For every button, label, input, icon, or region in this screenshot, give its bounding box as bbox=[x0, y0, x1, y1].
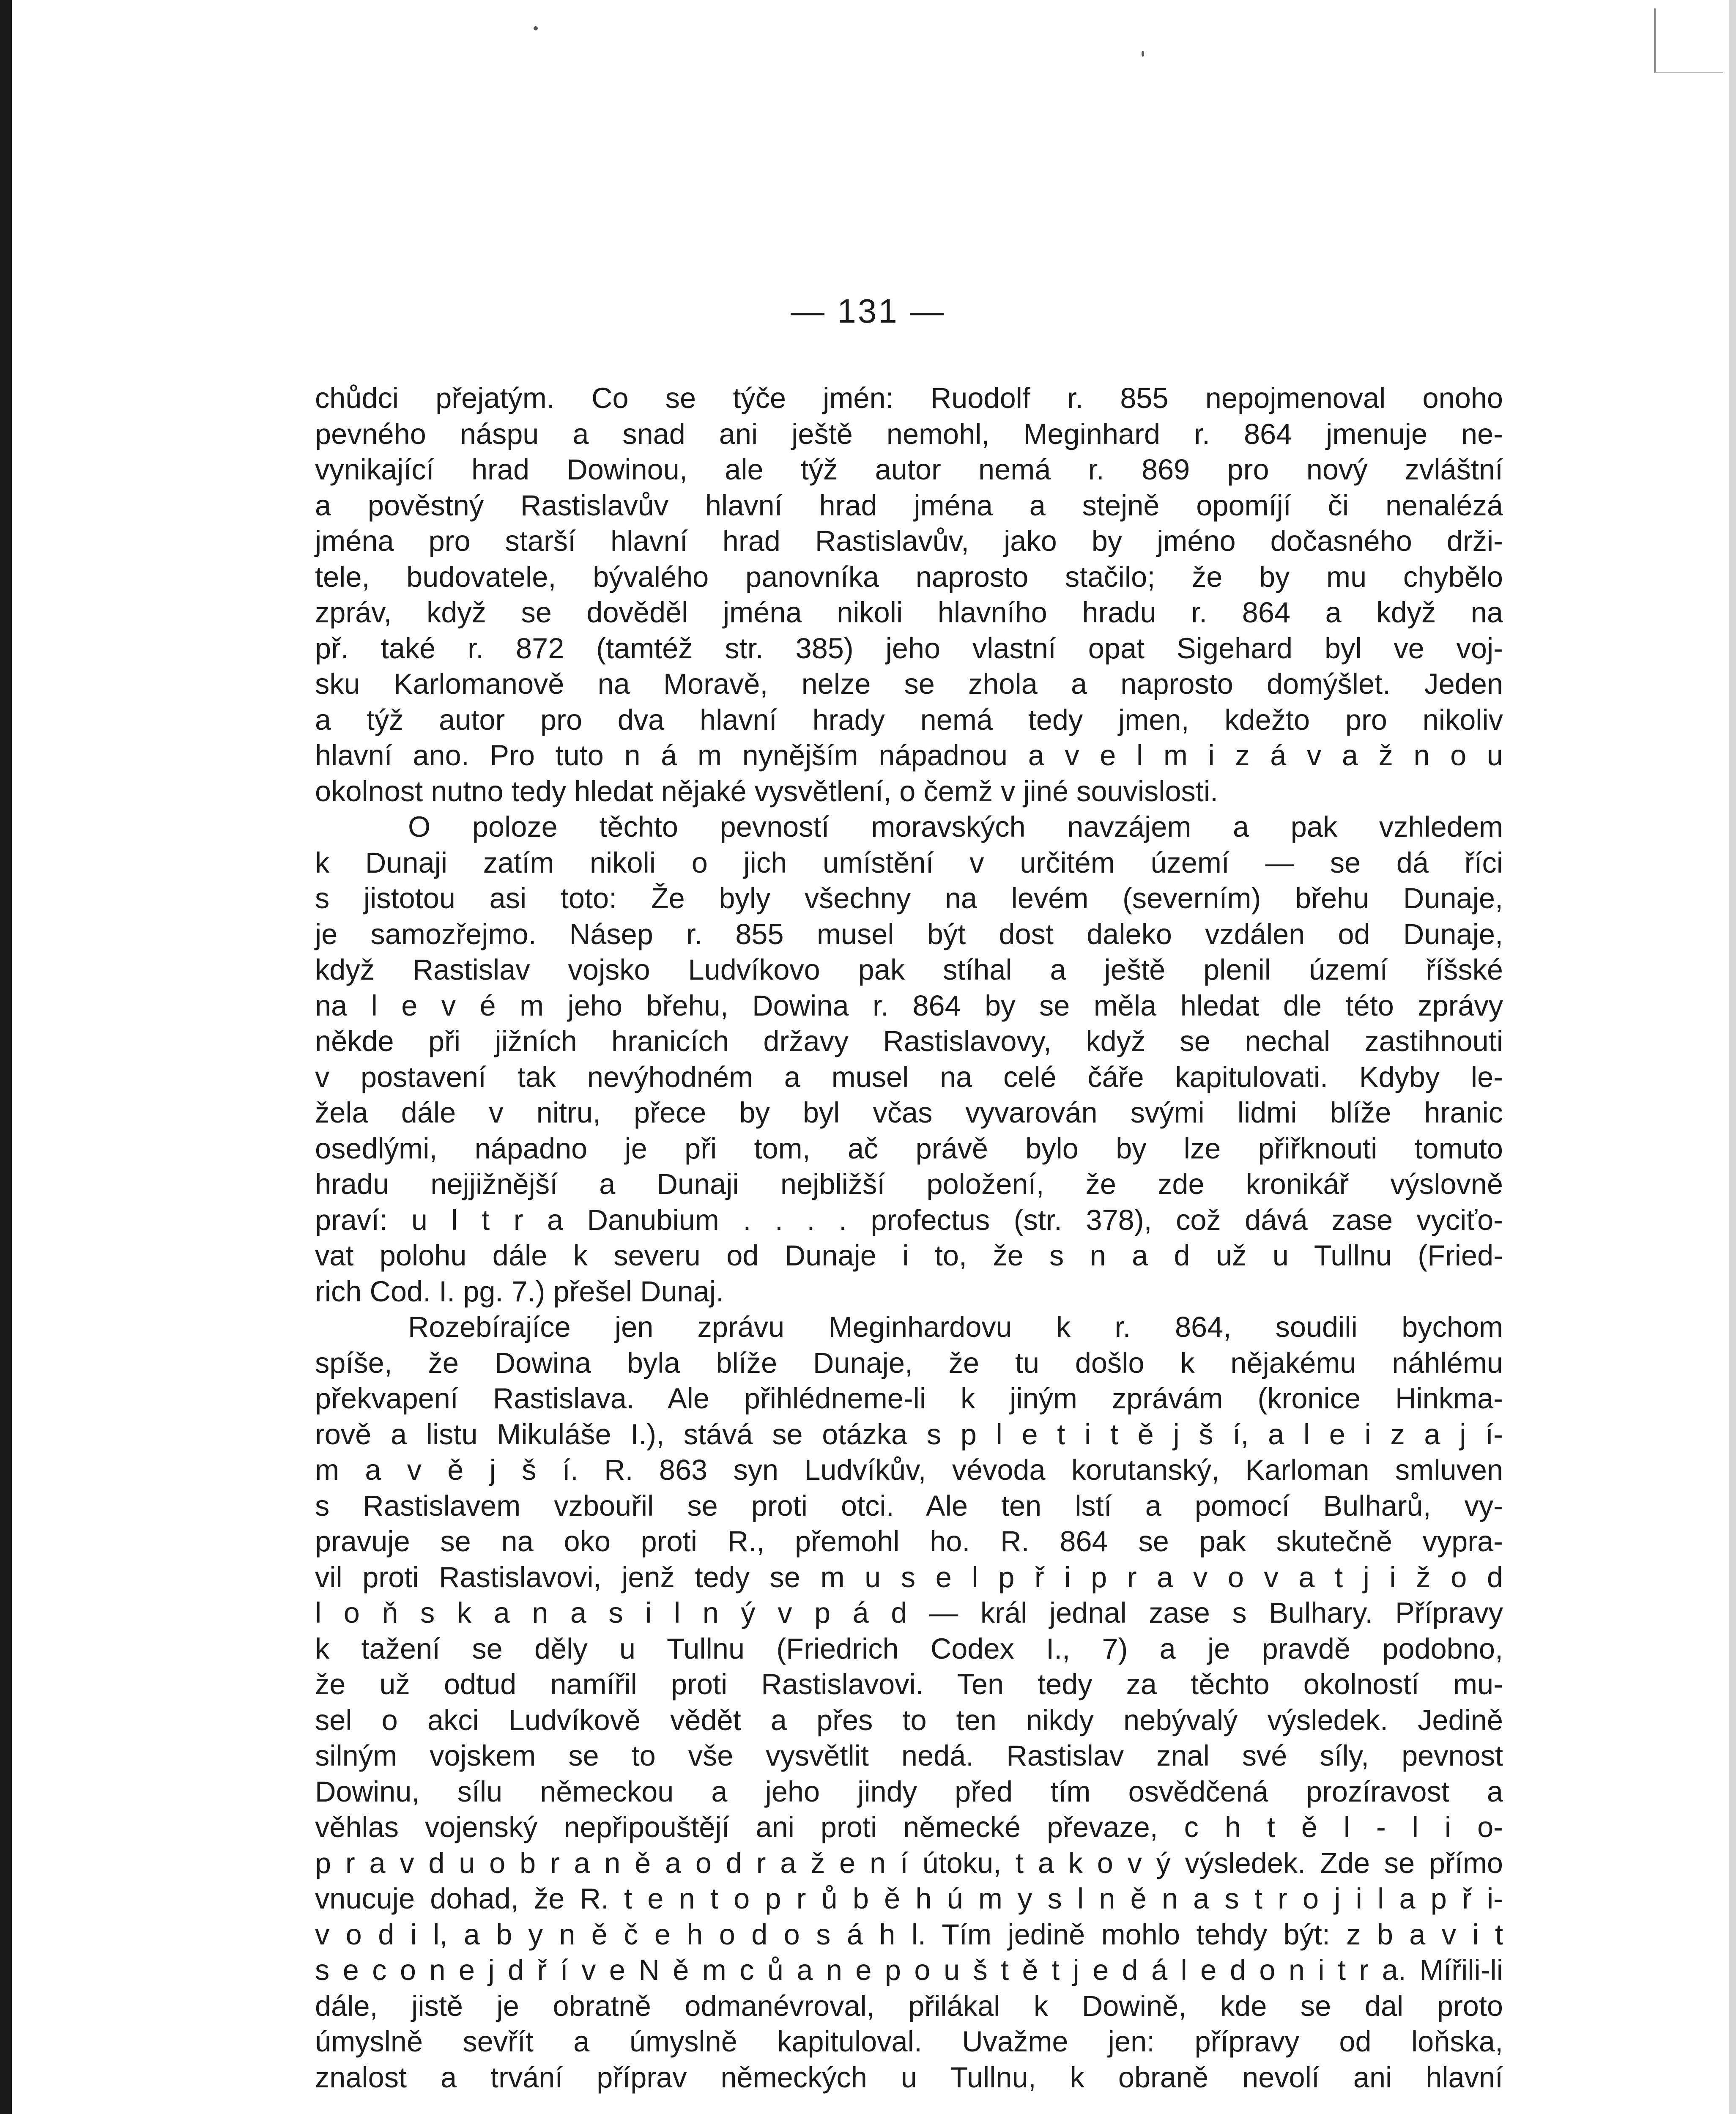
scan-speck bbox=[534, 26, 538, 30]
text-line: jména pro starší hlavní hrad Rastislavův, jako by jméno dočasného drži- bbox=[315, 525, 1503, 557]
paragraph-3 bbox=[315, 1309, 1503, 2095]
text-line: někde při jižních hranicích državy Rastislavovy, když se nechal zastihnouti bbox=[315, 1025, 1503, 1057]
text-line: pevného náspu a snad ani ještě nemohl, Meginhard r. 864 jmenuje ne- bbox=[315, 417, 1503, 450]
text-line: znalost a trvání příprav německých u Tullnu, k obraně nevolí ani hlavní bbox=[315, 2061, 1503, 2094]
text-line: na l e v é m jeho břehu, Dowina r. 864 by se měla hledat dle této zprávy bbox=[315, 989, 1503, 1022]
text-line: věhlas vojenský nepřipouštějí ani proti německé převaze, c h t ě l - l i o- bbox=[315, 1811, 1503, 1843]
text-line: Dowinu, sílu německou a jeho jindy před tím osvědčená prozíravost a bbox=[315, 1775, 1503, 1808]
text-line: s Rastislavem vzbouřil se proti otci. Ale ten lstí a pomocí Bulharů, vy- bbox=[315, 1489, 1503, 1522]
text-line: sel o akci Ludvíkově vědět a přes to ten nikdy nebývalý výsledek. Jedině bbox=[315, 1703, 1503, 1736]
text-line: tele, budovatele, bývalého panovníka naprosto stačilo; že by mu chybělo bbox=[315, 560, 1503, 593]
paragraph-2 bbox=[315, 809, 1503, 1309]
text-line: sku Karlomanově na Moravě, nelze se zhola a naprosto domýšlet. Jeden bbox=[315, 668, 1503, 700]
text-line: m a v ě j š í. R. 863 syn Ludvíkův, vévoda korutanský, Karloman smluven bbox=[315, 1454, 1503, 1486]
paragraph-1 bbox=[315, 381, 1503, 809]
text-line: vynikající hrad Dowinou, ale týž autor nemá r. 869 pro nový zvláštní bbox=[315, 453, 1503, 486]
text-line: spíše, že Dowina byla blíže Dunaje, že tu došlo k nějakému náhlému bbox=[315, 1346, 1503, 1379]
text-line: silným vojskem se to vše vysvětlit nedá. Rastislav znal své síly, pevnost bbox=[315, 1739, 1503, 1772]
text-line: př. také r. 872 (tamtéž str. 385) jeho vlastní opat Sigehard byl ve voj- bbox=[315, 632, 1503, 665]
text-line: okolnost nutno tedy hledat nějaké vysvětlení, o čemž v jiné souvislosti. bbox=[315, 775, 1218, 808]
text-line: je samozřejmo. Násep r. 855 musel být dost daleko vzdálen od Dunaje, bbox=[315, 917, 1503, 950]
text-line: rich Cod. I. pg. 7.) přešel Dunaj. bbox=[315, 1275, 724, 1308]
text-line: l o ň s k a n a s i l n ý v p á d — král jednal zase s Bulhary. Přípravy bbox=[315, 1596, 1503, 1629]
text-line: zpráv, když se dověděl jména nikoli hlavního hradu r. 864 a když na bbox=[315, 596, 1503, 629]
text-line: překvapení Rastislava. Ale přihlédneme-li k jiným zprávám (kronice Hinkma- bbox=[315, 1382, 1503, 1415]
text-line: osedlými, nápadno je při tom, ač právě bylo by lze přiřknouti tomuto bbox=[315, 1132, 1503, 1165]
scan-corner-mark bbox=[1654, 8, 1723, 73]
text-line: Rozebírajíce jen zprávu Meginhardovu k r. 864, soudili bychom bbox=[408, 1311, 1503, 1343]
text-line: p r a v d u o b r a n ě a o d r a ž e n í útoku, t a k o v ý výsledek. Zde se přímo bbox=[315, 1846, 1503, 1879]
body-text bbox=[315, 381, 1503, 2095]
text-line: rově a listu Mikuláše I.), stává se otázka s p l e t i t ě j š í, a l e i z a j í- bbox=[315, 1418, 1503, 1451]
text-line: s jistotou asi toto: Že byly všechny na levém (severním) břehu Dunaje, bbox=[315, 882, 1503, 915]
text-line: a pověstný Rastislavův hlavní hrad jména a stejně opomíjí či nenalézá bbox=[315, 489, 1503, 522]
text-line: vnucuje dohad, že R. t e n t o p r ů b ě h ú m y s l n ě n a s t r o j i l a p ř i- bbox=[315, 1882, 1503, 1915]
text-line: praví: u l t r a Danubium . . . . profectus (str. 378), což dává zase vyciťo- bbox=[315, 1203, 1503, 1236]
text-line: že už odtud namířil proti Rastislavovi. Ten tedy za těchto okolností mu- bbox=[315, 1668, 1503, 1701]
text-line: s e c o n e j d ř í v e N ě m c ů a n e p o u š t ě t j e d á l e d o n i t r a. Mířili-li bbox=[315, 1954, 1503, 1986]
text-line: pravuje se na oko proti R., přemohl ho. R. 864 se pak skutečně vypra- bbox=[315, 1525, 1503, 1558]
text-line: k tažení se děly u Tullnu (Friedrich Codex I., 7) a je pravdě podobno, bbox=[315, 1632, 1503, 1665]
text-line: hlavní ano. Pro tuto n á m nynějším nápadnou a v e l m i z á v a ž n o u bbox=[315, 739, 1503, 772]
text-line: O poloze těchto pevností moravských navzájem a pak vzhledem bbox=[408, 811, 1503, 843]
text-line: úmyslně sevřít a úmyslně kapituloval. Uvažme jen: přípravy od loňska, bbox=[315, 2025, 1503, 2058]
text-line: v o d i l, a b y n ě č e h o d o s á h l. Tím jedině mohlo tehdy být: z b a v i t bbox=[315, 1918, 1503, 1951]
text-line: k Dunaji zatím nikoli o jich umístění v určitém území — se dá říci bbox=[315, 846, 1503, 879]
text-line: když Rastislav vojsko Ludvíkovo pak stíhal a ještě plenil území říšské bbox=[315, 953, 1503, 986]
text-line: vil proti Rastislavovi, jenž tedy se m u s e l p ř i p r a v o v a t j i ž o d bbox=[315, 1561, 1503, 1594]
text-line: hradu nejjižnější a Dunaji nejbližší položení, že zde kronikář výslovně bbox=[315, 1168, 1503, 1200]
text-line: žela dále v nitru, přece by byl včas vyvarován svými lidmi blíže hranic bbox=[315, 1096, 1503, 1129]
scan-speck bbox=[1142, 51, 1144, 57]
text-line: a týž autor pro dva hlavní hrady nemá tedy jmen, kdežto pro nikoliv bbox=[315, 703, 1503, 736]
text-line: v postavení tak nevýhodném a musel na celé čáře kapitulovati. Kdyby le- bbox=[315, 1060, 1503, 1093]
page-number: — 131 — bbox=[791, 292, 945, 330]
text-line: dále, jistě je obratně odmanévroval, přilákal k Dowině, kde se dal proto bbox=[315, 1989, 1503, 2022]
text-line: chůdci přejatým. Co se týče jmén: Ruodolf r. 855 nepojmenoval onoho bbox=[315, 382, 1503, 414]
text-line: vat polohu dále k severu od Dunaje i to, že s n a d už u Tullnu (Fried- bbox=[315, 1239, 1503, 1272]
